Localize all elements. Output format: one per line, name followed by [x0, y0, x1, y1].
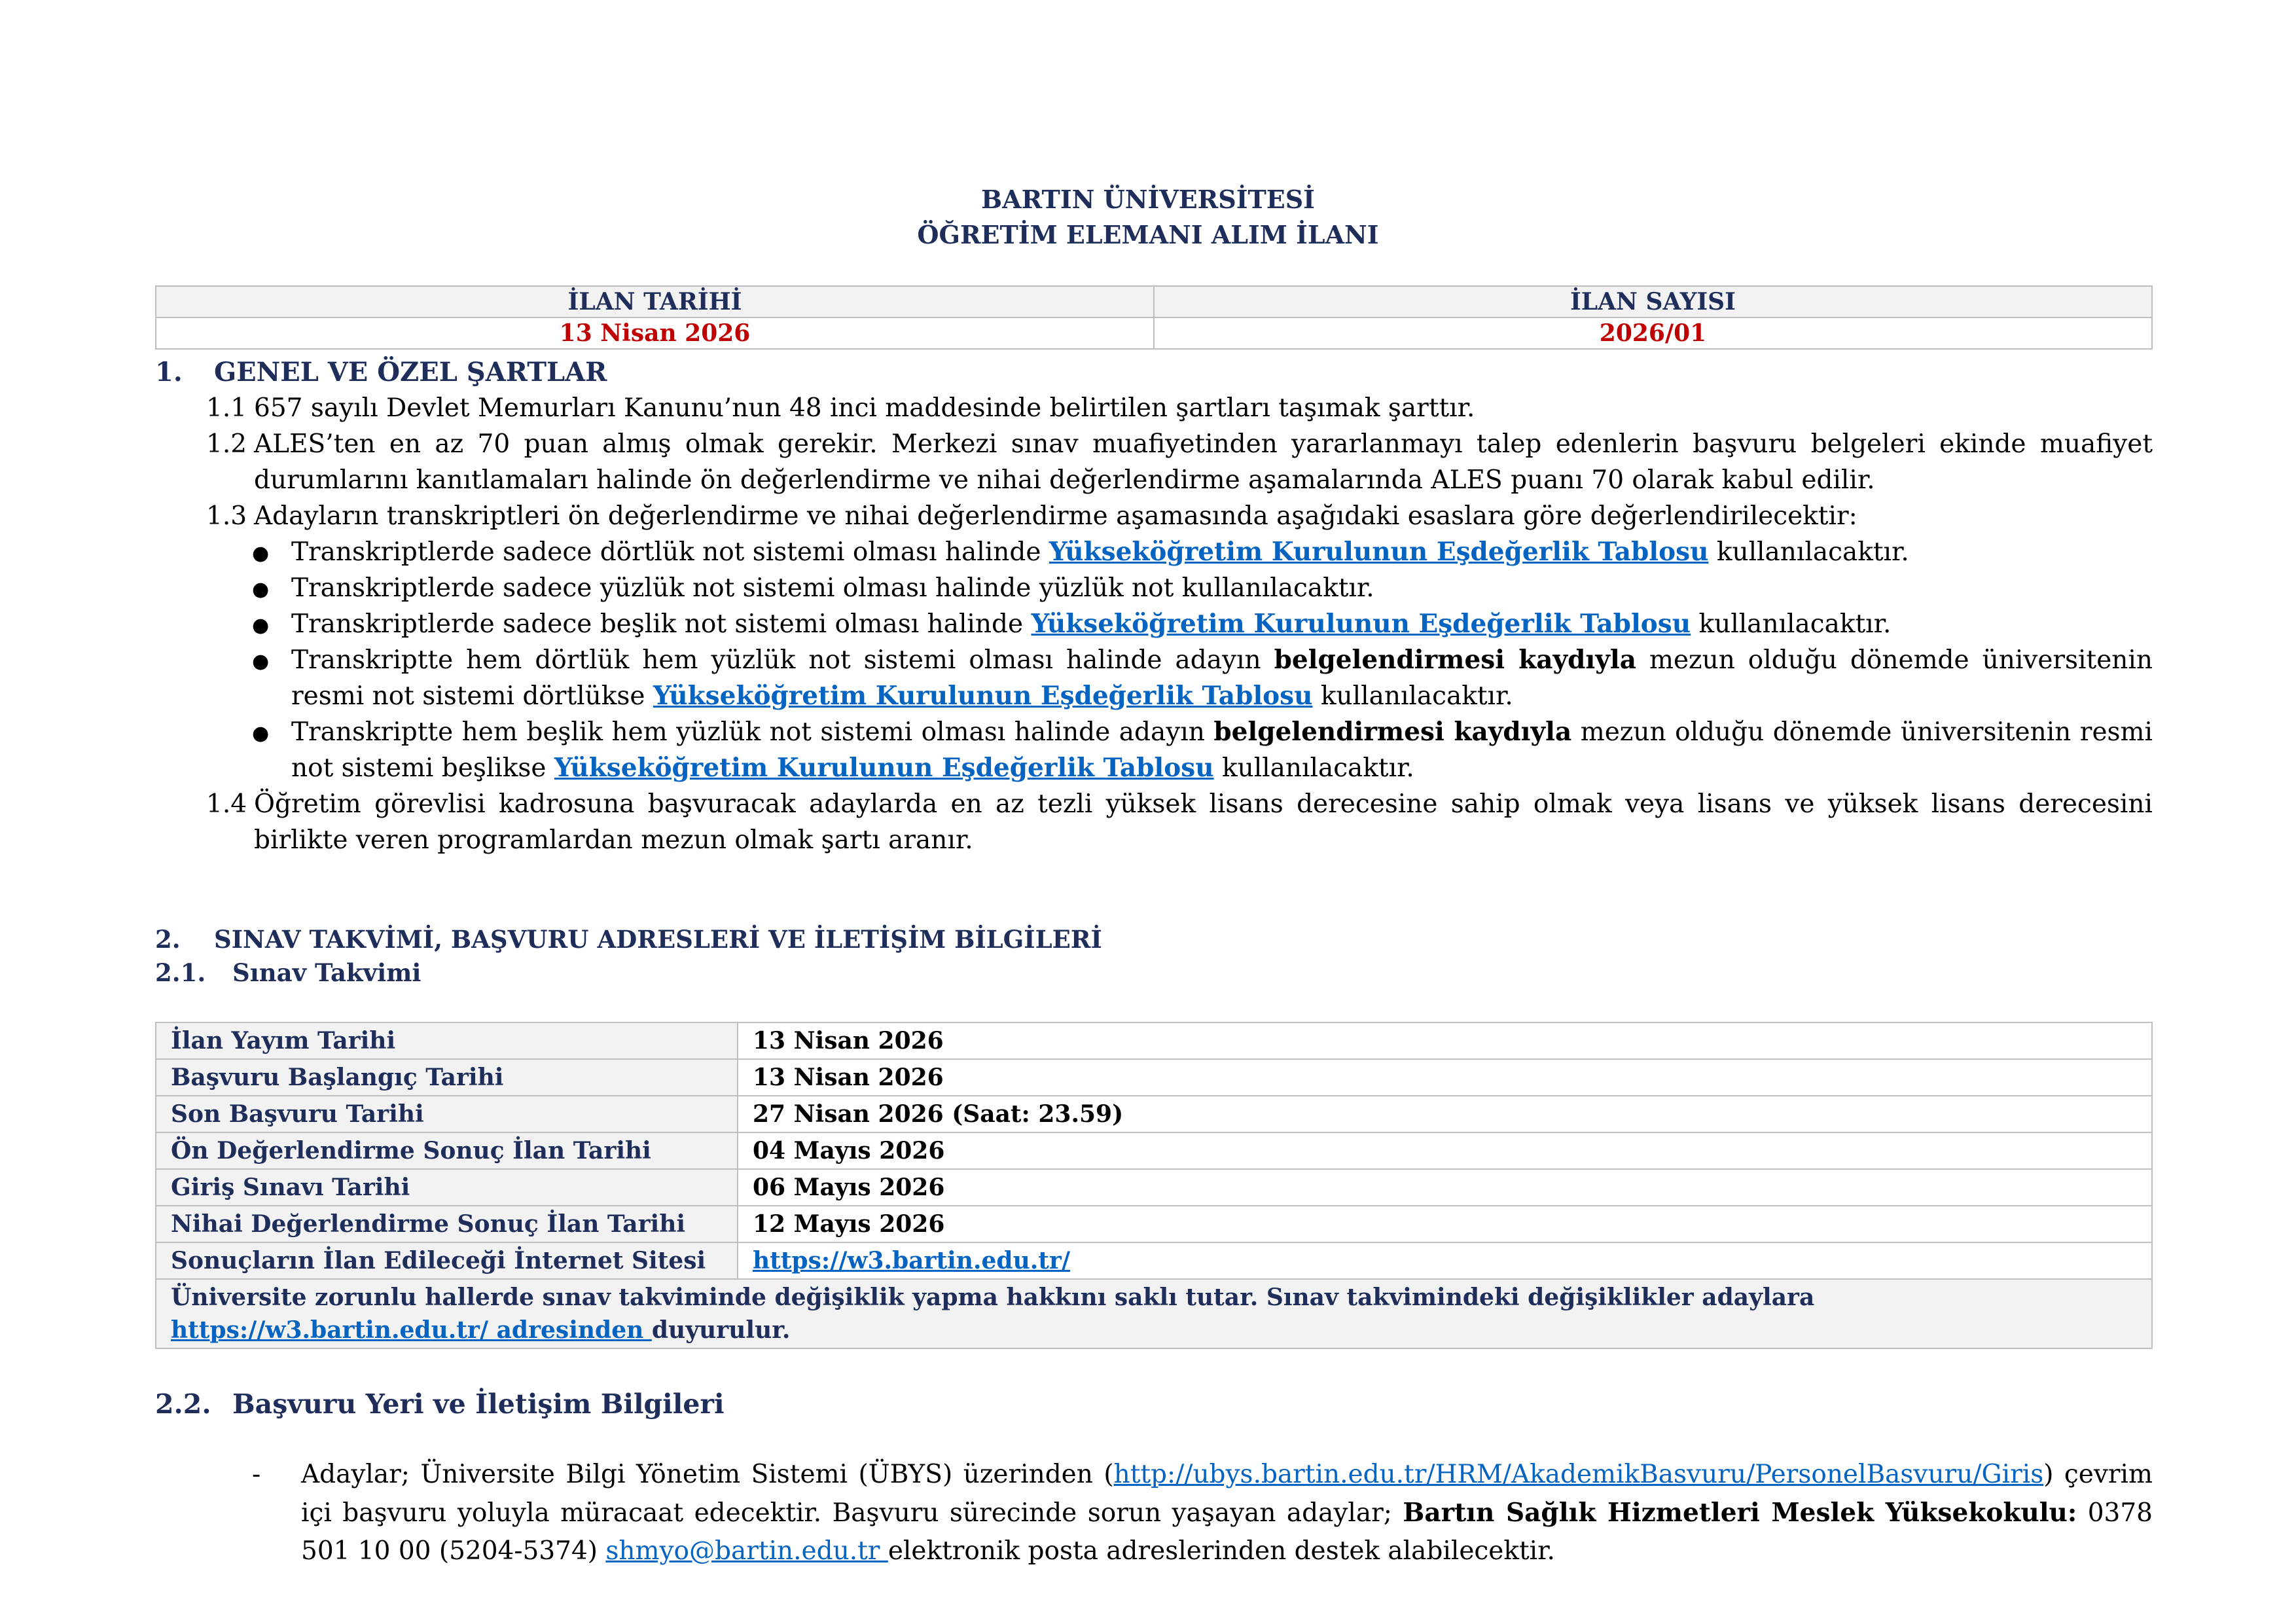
schedule-label: İlan Yayım Tarihi	[156, 1022, 738, 1059]
note-text: Üniversite zorunlu hallerde sınav takviminde değişiklik yapma hakkını saklı tutar. Sınav takvimindeki değişiklikler adaylara	[171, 1284, 1815, 1311]
note-end-text: duyurulur.	[651, 1316, 791, 1344]
bullet-item	[291, 642, 2153, 714]
subsection-2-2-number: 2.2.	[155, 1388, 211, 1420]
subsection-2-1-number: 2.1.	[155, 958, 206, 987]
bullet-bold-text: belgelendirmesi kaydıyla	[1274, 645, 1636, 675]
ilan-number-header: İLAN SAYISI	[1154, 286, 2152, 317]
document-title: ÖĞRETİM ELEMANI ALIM İLANI	[917, 220, 1379, 249]
results-website-link[interactable]: https://w3.bartin.edu.tr/	[753, 1247, 1071, 1274]
bullet-bold-text: belgelendirmesi kaydıyla	[1213, 717, 1572, 747]
schedule-row	[156, 1096, 2152, 1132]
item-text: ALES’ten en az 70 puan almış olmak gerekir. Merkezi sınav muafiyetinden yararlanmayı talep edenlerin başvuru belgeleri ekinde muafiyet durumlarını kanıtlamaları halinde ön değerlendirme ve nihai değerlendirme aşamalarında ALES puanı 70 olarak kabul edilir.	[254, 429, 2153, 495]
bullet-text: mezun olduğu dönemde üniversitenin resmi not sistemi beşlikse	[291, 717, 2153, 783]
bullet-text: Transkriptte hem dörtlük hem yüzlük not sistemi olması halinde adayın	[291, 645, 1274, 675]
schedule-value: 04 Mayıs 2026	[738, 1132, 2152, 1169]
schedule-row	[156, 1022, 2152, 1059]
schedule-value: 12 Mayıs 2026	[738, 1206, 2152, 1242]
item-text: Öğretim görevlisi kadrosuna başvuracak adaylarda en az tezli yüksek lisans derecesine sahip olmak veya lisans ve yüksek lisans derecesini birlikte veren programlardan mezun olmak şartı aranır.	[254, 789, 2153, 855]
bullet-icon: ●	[252, 614, 270, 637]
ilan-info-table	[155, 285, 2153, 350]
bullet-text: kullanılacaktır.	[1691, 609, 1892, 639]
contact-email-link[interactable]: shmyo@bartin.edu.tr	[605, 1536, 888, 1566]
item-number: 1.3	[206, 501, 247, 531]
bullet-icon: ●	[252, 578, 270, 601]
contact-institution: Bartın Sağlık Hizmetleri Meslek Yüksekokulu:	[1403, 1498, 2077, 1528]
yok-equivalence-link[interactable]: Yükseköğretim Kurulunun Eşdeğerlik Tablosu	[1031, 609, 1691, 639]
item-text: Adayların transkriptleri ön değerlendirme ve nihai değerlendirme aşamasında aşağıdaki esaslara göre değerlendirilecektir:	[254, 501, 1857, 531]
schedule-value: 06 Mayıs 2026	[738, 1169, 2152, 1206]
bullet-icon: ●	[252, 722, 270, 745]
ubys-application-link[interactable]: http://ubys.bartin.edu.tr/HRM/AkademikBasvuru/PersonelBasvuru/Giris	[1113, 1460, 2044, 1489]
schedule-label: Başvuru Başlangıç Tarihi	[156, 1059, 738, 1096]
schedule-value: 13 Nisan 2026	[738, 1059, 2152, 1096]
contact-text: elektronik posta adreslerinden destek alabilecektir.	[888, 1536, 1555, 1566]
bullet-item: Transkriptlerde sadece yüzlük not sistemi olması halinde yüzlük not kullanılacaktır.	[291, 573, 1374, 603]
schedule-note	[156, 1279, 2152, 1348]
university-name: BARTIN ÜNİVERSİTESİ	[981, 185, 1315, 214]
section1-number: 1.	[155, 357, 183, 388]
bullet-text: Transkriptlerde sadece dörtlük not sistemi olması halinde	[291, 537, 1049, 567]
bullet-text: kullanılacaktır.	[1708, 537, 1909, 567]
schedule-row	[156, 1242, 2152, 1279]
subsection-2-1-title: Sınav Takvimi	[232, 958, 422, 987]
item-text: 657 sayılı Devlet Memurları Kanunu’nun 48 inci maddesinde belirtilen şartları taşımak şarttır.	[254, 393, 1475, 423]
bullet-text: kullanılacaktır.	[1213, 753, 1414, 783]
schedule-row	[156, 1169, 2152, 1206]
schedule-row	[156, 1132, 2152, 1169]
yok-equivalence-link[interactable]: Yükseköğretim Kurulunun Eşdeğerlik Tablosu	[554, 753, 1214, 783]
schedule-label: Son Başvuru Tarihi	[156, 1096, 738, 1132]
section2-title: SINAV TAKVİMİ, BAŞVURU ADRESLERİ VE İLETİŞİM BİLGİLERİ	[214, 925, 1102, 954]
section2-number: 2.	[155, 925, 181, 954]
schedule-row	[156, 1206, 2152, 1242]
bullet-text: kullanılacaktır.	[1312, 681, 1513, 711]
section1-title: GENEL VE ÖZEL ŞARTLAR	[214, 357, 607, 388]
exam-schedule-table	[155, 1022, 2153, 1349]
bullet-text: mezun olduğu dönemde üniversitenin resmi not sistemi dörtlükse	[291, 645, 2153, 711]
results-website-cell	[738, 1242, 2152, 1279]
schedule-row	[156, 1059, 2152, 1096]
schedule-value: 13 Nisan 2026	[738, 1022, 2152, 1059]
ilan-date-value: 13 Nisan 2026	[156, 317, 1154, 349]
note-website-link[interactable]: https://w3.bartin.edu.tr/ adresinden	[171, 1316, 652, 1344]
ilan-date-header: İLAN TARİHİ	[156, 286, 1154, 317]
ilan-number-value: 2026/01	[1154, 317, 2152, 349]
schedule-label: Sonuçların İlan Edileceği İnternet Sitesi	[156, 1242, 738, 1279]
bullet-text: Transkriptlerde sadece beşlik not sistemi olması halinde	[291, 609, 1031, 639]
contact-phone: 0378 501 10 00 (5204-5374)	[301, 1498, 2153, 1566]
item-number: 1.1	[206, 393, 247, 423]
schedule-label: Nihai Değerlendirme Sonuç İlan Tarihi	[156, 1206, 738, 1242]
bullet-text: Transkriptte hem beşlik hem yüzlük not sistemi olması halinde adayın	[291, 717, 1214, 747]
dash-marker: -	[252, 1460, 261, 1489]
item-number: 1.4	[206, 789, 247, 819]
contact-text: ) çevrim içi başvuru yoluyla müracaat edecektir. Başvuru sürecinde sorun yaşayan adaylar;	[301, 1460, 2153, 1528]
contact-paragraph	[301, 1456, 2153, 1570]
contact-text: Adaylar; Üniversite Bilgi Yönetim Sistemi (ÜBYS) üzerinden (	[301, 1460, 1114, 1489]
yok-equivalence-link[interactable]: Yükseköğretim Kurulunun Eşdeğerlik Tablosu	[653, 681, 1313, 711]
schedule-value: 27 Nisan 2026 (Saat: 23.59)	[738, 1096, 2152, 1132]
schedule-note-row	[156, 1279, 2152, 1348]
schedule-label: Giriş Sınavı Tarihi	[156, 1169, 738, 1206]
schedule-label: Ön Değerlendirme Sonuç İlan Tarihi	[156, 1132, 738, 1169]
bullet-item	[291, 606, 2153, 642]
bullet-item	[291, 534, 2153, 570]
item-number: 1.2	[206, 429, 247, 459]
bullet-item	[291, 714, 2153, 786]
bullet-icon: ●	[252, 542, 270, 565]
bullet-icon: ●	[252, 650, 270, 673]
yok-equivalence-link[interactable]: Yükseköğretim Kurulunun Eşdeğerlik Tablosu	[1049, 537, 1709, 567]
subsection-2-2-title: Başvuru Yeri ve İletişim Bilgileri	[232, 1388, 725, 1420]
